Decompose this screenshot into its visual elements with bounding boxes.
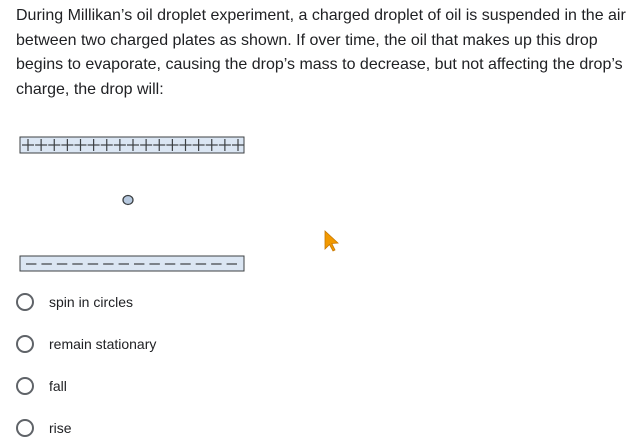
option-fall[interactable] xyxy=(16,376,316,400)
question-text: During Millikan’s oil droplet experiment, a charged droplet of oil is suspended in the air between two charged plates as shown. If over time, the oil that makes up this drop begins to evaporate, causing the drop’s mass to decrease, but not affecting the drop’s charge, the drop will: xyxy=(16,7,626,98)
radio-button[interactable] xyxy=(16,419,34,437)
option-remain-stationary[interactable] xyxy=(16,334,316,358)
option-label: fall xyxy=(49,378,67,394)
radio-button[interactable] xyxy=(16,335,34,353)
positive-plate xyxy=(20,137,244,153)
option-rise[interactable] xyxy=(16,418,316,442)
negative-plate xyxy=(20,256,244,271)
option-label: spin in circles xyxy=(49,294,134,310)
arrow-cursor-icon xyxy=(322,229,342,255)
radio-button[interactable] xyxy=(16,377,34,395)
oil-droplet xyxy=(123,196,133,205)
option-label: remain stationary xyxy=(49,336,157,352)
option-spin-in-circles[interactable] xyxy=(16,292,316,316)
radio-button[interactable] xyxy=(16,293,34,311)
option-label: rise xyxy=(49,420,72,436)
